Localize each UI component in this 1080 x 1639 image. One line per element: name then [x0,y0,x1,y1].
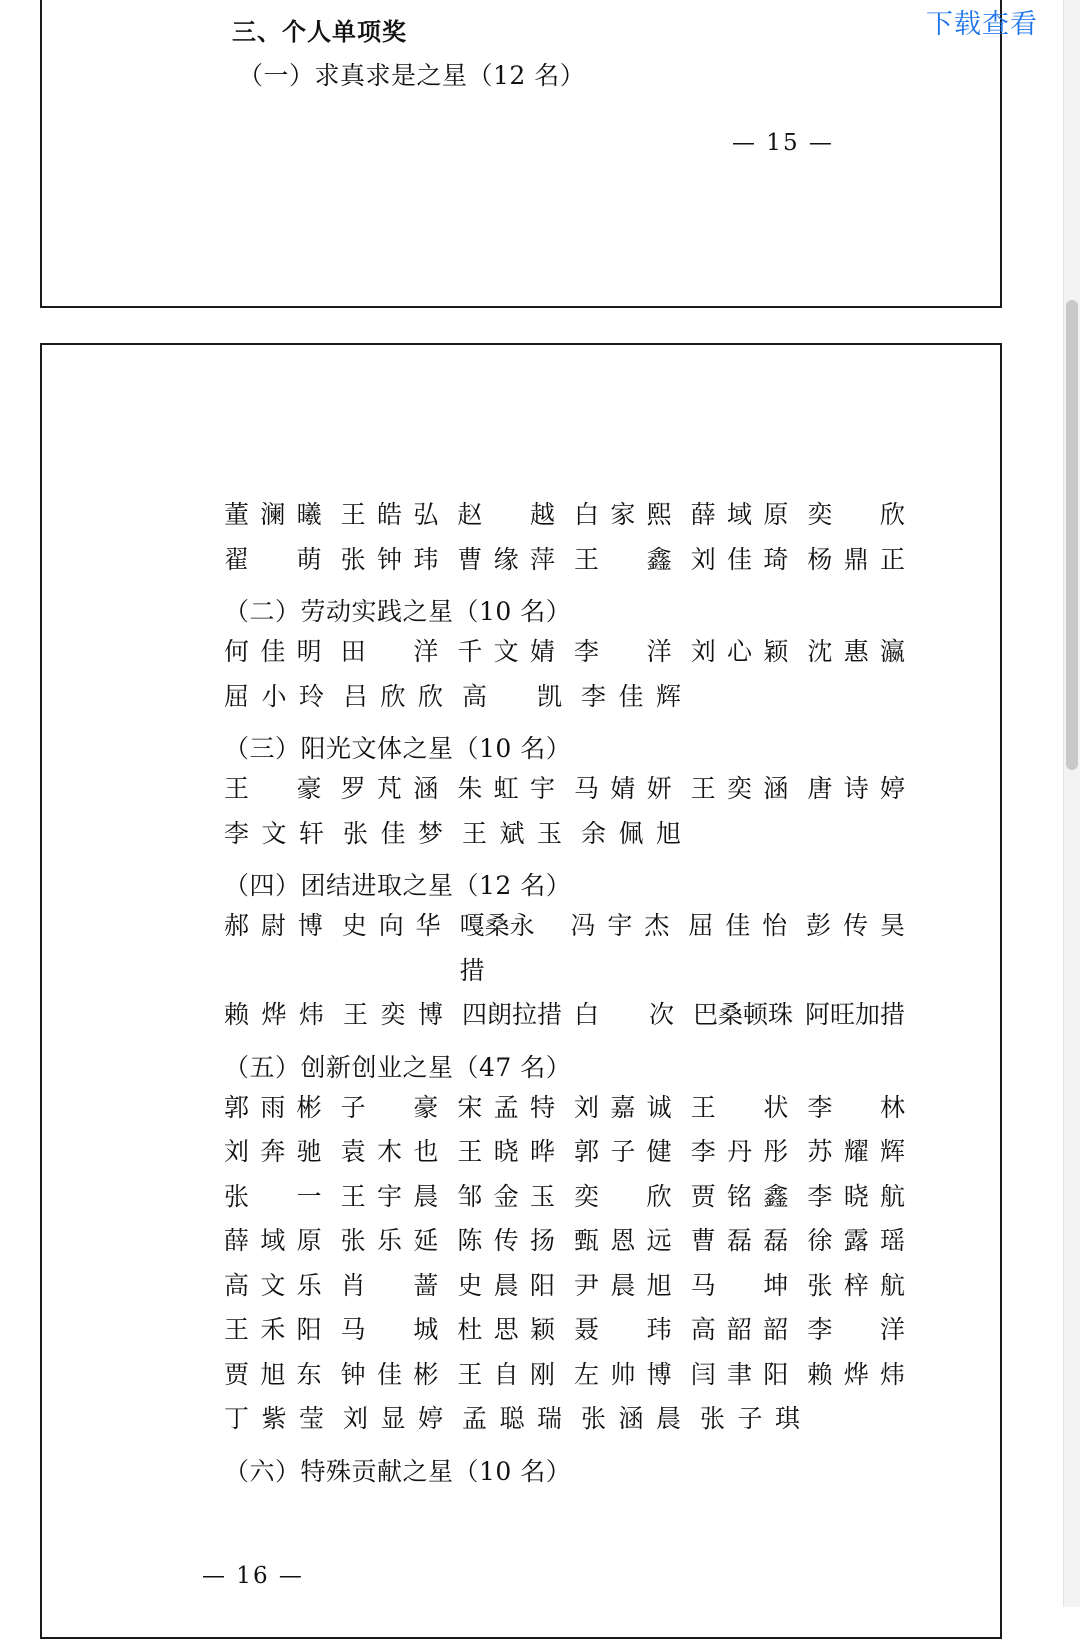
person-name: 四朗拉措 [462,1000,563,1029]
person-name: 董 澜 曦 [224,500,322,529]
person-name: 王 自 刚 [457,1359,556,1389]
person-name: 张 佳 梦 [343,818,443,848]
person-name: 李 林 [807,1092,906,1122]
person-name: 李 洋 [574,637,672,666]
page-16-body [42,345,1000,1637]
person-name: 马 坤 [690,1270,789,1300]
page-15-heading: 三、个人单项奖 [232,18,407,46]
person-name: 邹 金 玉 [457,1181,556,1211]
name-row [224,493,924,538]
name-row [224,1219,924,1264]
person-name: 郭 雨 彬 [224,1092,322,1122]
person-name: 苏 耀 辉 [807,1137,906,1166]
person-name: 贾 铭 鑫 [690,1181,789,1211]
person-name: 巴桑顿珠 [693,1000,794,1029]
person-name: 薛 域 原 [690,500,789,529]
person-name: 甄 恩 远 [574,1226,672,1255]
name-row [224,1130,924,1175]
person-name: 丁 紫 莹 [224,1404,324,1433]
person-name: 王 豪 [224,774,322,803]
name-row [224,675,924,720]
name-row [224,1264,924,1309]
scrollbar-thumb[interactable] [1066,300,1078,770]
person-name: 屈 佳 怡 [688,911,788,940]
person-name: 张 子 琪 [700,1404,800,1433]
person-name: 尹 晨 旭 [574,1270,672,1300]
person-name: 屈 小 玲 [224,681,324,711]
person-name: 王 宇 晨 [340,1181,439,1211]
person-name: 高 凯 [462,681,562,711]
name-row [224,1086,924,1131]
person-name: 张 钟 玮 [340,544,439,574]
person-name: 聂 玮 [574,1315,672,1344]
person-name: 刘 佳 琦 [690,544,789,574]
person-name: 田 洋 [340,637,439,666]
award-sections [224,493,924,1490]
person-name: 朱 虹 宇 [457,774,556,803]
person-name: 嘎桑永措 [459,911,535,985]
person-name: 马 婧 妍 [574,774,672,803]
person-name: 王 状 [690,1092,789,1122]
name-row [224,1397,924,1442]
person-name: 贾 旭 东 [224,1359,322,1389]
person-name: 薛 域 原 [224,1226,322,1255]
person-name: 白 次 [574,1000,675,1029]
person-name: 刘 奔 驰 [224,1137,322,1166]
person-name: 赵 越 [457,500,556,529]
person-name: 左 帅 博 [574,1359,672,1389]
person-name: 曹 磊 磊 [690,1226,789,1255]
person-name: 郭 子 健 [574,1137,672,1166]
person-name: 张 乐 延 [340,1226,439,1255]
section-title: （二）劳动实践之星（10 名） [224,597,572,626]
person-name: 冯 宇 杰 [570,911,670,940]
person-name: 刘 显 婷 [343,1404,443,1433]
person-name: 王 鑫 [574,544,672,574]
person-name: 阿旺加措 [805,1000,906,1029]
person-name: 张 涵 晨 [581,1404,681,1433]
name-row [224,767,924,812]
person-name: 王 奕 涵 [690,774,789,803]
person-name: 肖 蔷 [340,1270,439,1300]
person-name: 彭 传 昊 [806,911,905,940]
person-name: 孟 聪 瑞 [462,1404,562,1433]
document-page-15 [40,0,1002,308]
person-name: 李 晓 航 [807,1181,906,1211]
person-name: 李 丹 彤 [690,1137,789,1166]
person-name: 杜 思 颖 [457,1315,556,1344]
person-name: 王 晓 晔 [457,1137,556,1166]
person-name: 余 佩 旭 [581,818,681,848]
person-name: 张 梓 航 [807,1270,906,1300]
page-15-body [42,0,1000,306]
person-name: 李 洋 [807,1315,906,1344]
person-name: 赖 烨 炜 [807,1359,906,1389]
name-row [224,1175,924,1220]
person-name: 钟 佳 彬 [340,1359,439,1389]
person-name: 王 斌 玉 [462,818,562,848]
person-name: 奕 欣 [574,1181,672,1211]
person-name: 史 晨 阳 [457,1270,556,1300]
name-row [224,904,924,993]
section-title: （五）创新创业之星（47 名） [224,1052,572,1082]
person-name: 刘 嘉 诚 [574,1092,672,1122]
name-row [224,1353,924,1398]
person-name: 唐 诗 婷 [807,774,906,803]
person-name: 何 佳 明 [224,637,322,666]
name-row [224,812,924,857]
name-row [224,993,924,1038]
person-name: 刘 心 颖 [690,637,789,666]
person-name: 张 一 [224,1181,322,1211]
person-name: 李 佳 辉 [581,681,681,711]
person-name: 罗 芃 涵 [340,774,439,803]
person-name: 杨 鼎 正 [807,544,906,574]
page-16-number: — 16 — [202,1563,304,1589]
section-title: （四）团结进取之星（12 名） [224,871,572,900]
person-name: 王 禾 阳 [224,1315,322,1344]
person-name: 子 豪 [340,1092,439,1122]
name-row [224,630,924,675]
person-name: 吕 欣 欣 [343,681,443,711]
person-name: 王 皓 弘 [340,500,439,529]
section-title: （三）阳光文体之星（10 名） [224,734,572,763]
person-name: 陈 传 扬 [457,1226,556,1255]
person-name: 徐 露 瑶 [807,1226,906,1255]
person-name: 白 家 熙 [574,500,672,529]
person-name: 王 奕 博 [343,1000,443,1029]
person-name: 奕 欣 [807,500,906,529]
section-title: （六）特殊贡献之星（10 名） [224,1456,572,1486]
name-row [224,1308,924,1353]
person-name: 高 韶 韶 [690,1315,789,1344]
person-name: 沈 惠 瀛 [807,637,906,666]
page-15-number: — 15 — [732,130,834,156]
person-name: 袁 木 也 [340,1137,439,1166]
person-name: 千 文 婧 [457,637,556,666]
person-name: 马 城 [340,1315,439,1344]
person-name: 史 向 华 [341,911,441,940]
name-row [224,538,924,583]
person-name: 李 文 轩 [224,818,324,848]
document-page-16 [40,343,1002,1639]
person-name: 曹 缘 萍 [457,544,556,574]
download-link[interactable]: 下载查看 [926,9,1038,40]
person-name: 闫 聿 阳 [690,1359,789,1389]
vertical-scrollbar[interactable] [1063,0,1080,1607]
person-name: 高 文 乐 [224,1270,322,1300]
person-name: 宋 孟 特 [457,1092,556,1122]
page-15-subheading: （一）求真求是之星（12 名） [238,61,586,90]
person-name: 郝 尉 博 [224,911,323,940]
left-gutter [0,0,20,1607]
person-name: 赖 烨 炜 [224,1000,324,1029]
person-name: 翟 萌 [224,544,322,574]
